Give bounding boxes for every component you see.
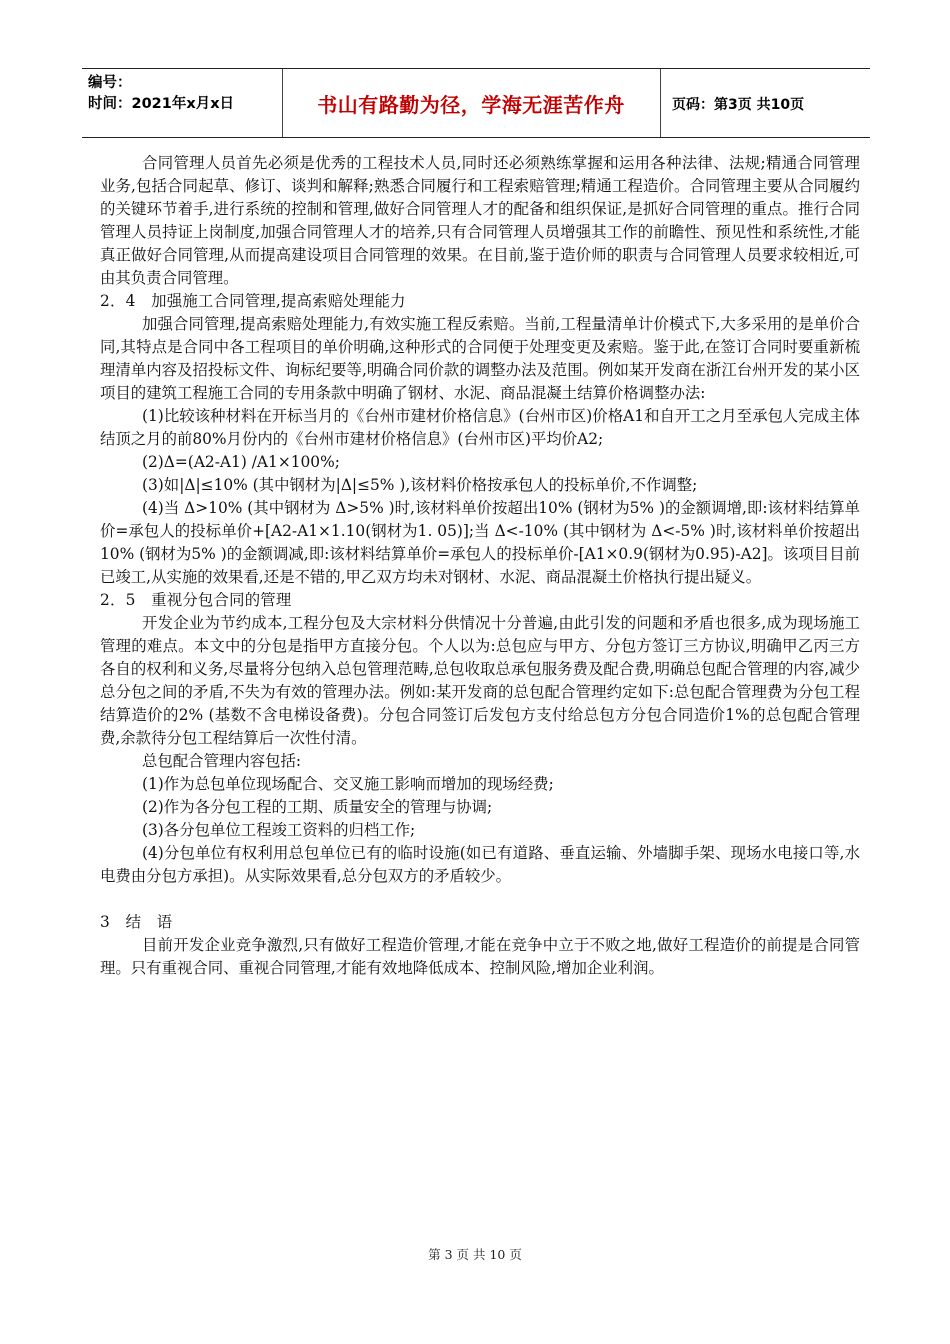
list-item: (4)分包单位有权利用总包单位已有的临时设施(如已有道路、垂直运输、外墙脚手架、现场水电接口等,水电费由分包方承担)。从实际效果看,总分包双方的矛盾较少。 xyxy=(100,844,860,885)
body-paragraph: 合同管理人员首先必须是优秀的工程技术人员,同时还必须熟练掌握和运用各种法律、法规;精通合同管理业务,包括合同起草、修订、谈判和解释;熟悉合同履行和工程索赔管理;精通工程造价。合同管理主要从合同履约的关键环节着手,进行系统的控制和管理,做好合同管理人才的配备和组织保证,是抓好合同管理的重点。推行合同管理人员持证上岗制度,加强合同管理人才的培养,只有合同管理人员增强其工作的前瞻性、预见性和系统性,才能真正做好合同管理,从而提高建设项目合同管理的效果。在目前,鉴于造价师的职责与合同管理人员要求较相近,可由其负责合同管理。 xyxy=(100,154,860,287)
body-paragraph: 总包配合管理内容包括: xyxy=(142,752,302,770)
list-item: (3)如|Δ|≤10% (其中钢材为|Δ|≤5% ),该材料价格按承包人的投标单价,不作调整; xyxy=(142,476,698,494)
body-paragraph: 目前开发企业竞争激烈,只有做好工程造价管理,才能在竞争中立于不败之地,做好工程造价的前提是合同管理。只有重视合同、重视合同管理,才能有效地降低成本、控制风险,增加企业利润。 xyxy=(100,936,860,977)
section-heading-3: 3 结 语 xyxy=(100,913,173,931)
document-body xyxy=(100,152,860,980)
list-item: (2)作为各分包工程的工期、质量安全的管理与协调; xyxy=(142,798,493,816)
list-item: (3)各分包单位工程竣工资料的归档工作; xyxy=(142,821,416,839)
header-page-number: 页码：第3页 共10页 xyxy=(672,97,805,113)
body-paragraph: 开发企业为节约成本,工程分包及大宗材料分供情况十分普遍,由此引发的问题和矛盾也很多,成为现场施工管理的难点。本文中的分包是指甲方直接分包。个人以为:总包应与甲方、分包方签订三方协议,明确甲乙丙三方各自的权利和义务,尽量将分包纳入总包管理范畴,总包收取总承包服务费及配合费,明确总包配合管理的内容,减少总分包之间的矛盾,不失为有效的管理办法。例如:某开发商的总包配合管理约定如下:总包配合管理费为分包工程结算造价的2% (基数不含电梯设备费)。分包合同签订后发包方支付给总包方分包合同造价1%的总包配合管理费,余款待分包工程结算后一次性付清。 xyxy=(100,614,860,747)
body-paragraph: 加强合同管理,提高索赔处理能力,有效实施工程反索赔。当前,工程量清单计价模式下,大多采用的是单价合同,其特点是合同中各工程项目的单价明确,这种形式的合同便于处理变更及索赔。鉴于此,在签订合同时要重新梳理清单内容及招投标文件、询标纪要等,明确合同价款的调整办法及范围。例如某开发商在浙江台州开发的某小区项目的建筑工程施工合同的专用条款中明确了钢材、水泥、商品混凝土结算价格调整办法: xyxy=(100,315,860,402)
section-heading-2-5: 2．5 重视分包合同的管理 xyxy=(100,591,292,609)
header-divider xyxy=(282,69,283,137)
list-item: (2)Δ=(A2-A1) /A1×100%; xyxy=(142,453,340,471)
list-item: (4)当 Δ>10% (其中钢材为 Δ>5% )时,该材料单价按超出10% (钢材为5% )的金额调增,即:该材料结算单价=承包人的投标单价+[A2-A1×1.10(钢材为1. 05)];当 Δ<-10% (其中钢材为 Δ<-5% )时,该材料单价按超出10% (钢材为5% )的金额调减,即:该材料结算单价=承包人的投标单价-[A1×0.9(钢材为0.95)-A2]。该项目目前已竣工,从实施的效果看,还是不错的,甲乙双方均未对钢材、水泥、商品混凝土价格执行提出疑义。 xyxy=(100,499,860,586)
list-item: (1)作为总包单位现场配合、交叉施工影响而增加的现场经费; xyxy=(142,775,554,793)
document-number-label: 编号： xyxy=(88,75,132,91)
list-item: (1)比较该种材料在开标当月的《台州市建材价格信息》(台州市区)价格A1和自开工之月至承包人完成主体结顶之月的前80%月份内的《台州市建材价格信息》(台州市区)平均价A2; xyxy=(100,407,860,448)
header-divider xyxy=(660,69,661,137)
page-footer: 第 3 页 共 10 页 xyxy=(428,1247,522,1262)
section-heading-2-4: 2．4 加强施工合同管理,提高索赔处理能力 xyxy=(100,292,406,310)
header-meta xyxy=(88,73,234,115)
page-header xyxy=(82,68,870,138)
spacer xyxy=(100,888,860,911)
document-time-label: 时间：2021年x月x日 xyxy=(88,96,235,112)
header-motto: 书山有路勤为径，学海无涯苦作舟 xyxy=(317,93,625,117)
